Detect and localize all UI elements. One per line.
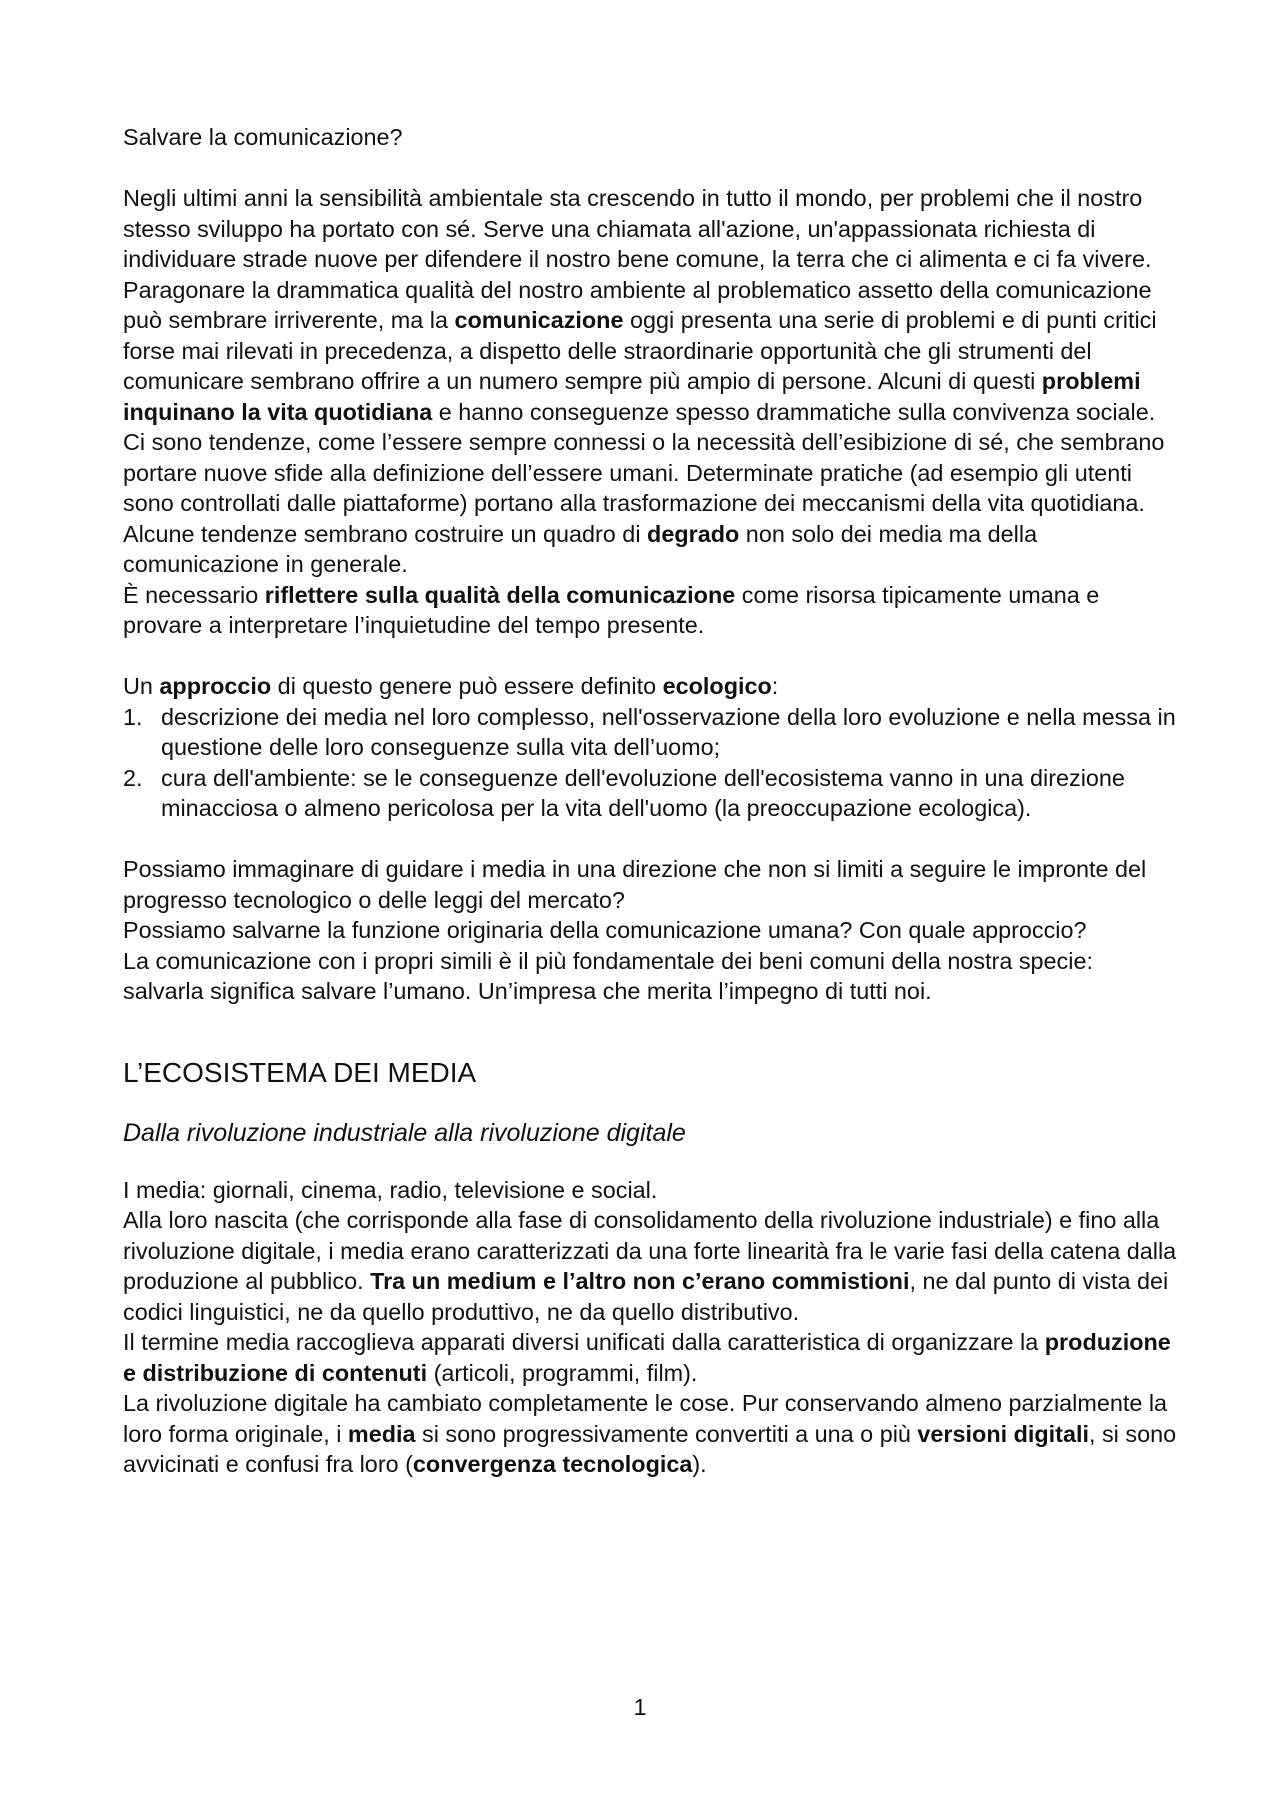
- text-run: e hanno conseguenze spesso drammatiche sulla convivenza sociale.: [432, 398, 1156, 425]
- questions-paragraph-2: Possiamo salvarne la funzione originaria della comunicazione umana? Con quale approccio?: [123, 917, 1087, 943]
- text-run: , si sono avvicinati e confusi fra loro (: [123, 1420, 1177, 1477]
- spacer: [123, 1091, 1178, 1117]
- intro-paragraph-1: Negli ultimi anni la sensibilità ambientale sta crescendo in tutto il mondo, per problemi che il nostro stesso sviluppo ha portato con sé. Serve una chiamata all'azione, un'appassionata richiesta di individuare strade nuove per difendere il nostro bene comune, la terra che ci alimenta e ci fa vivere.: [123, 185, 1152, 272]
- bold-run: problemi inquinano la vita quotidiana: [123, 368, 1141, 425]
- questions-paragraph-1: Possiamo immaginare di guidare i media in una direzione che non si limiti a seguire le impronte del progresso tecnologico o delle leggi del mercato?: [123, 856, 1147, 913]
- text-run: Un: [123, 673, 160, 699]
- list-number: 1.: [123, 703, 143, 730]
- bold-run: Tra un medium e l’altro non c’erano commistioni: [370, 1268, 910, 1294]
- list-item-text: descrizione dei media nel loro complesso, nell'osservazione della loro evoluzione e nella messa in questione delle loro conseguenze sulla vita dell’uomo;: [161, 703, 1176, 760]
- list-item-text: cura dell'ambiente: se le conseguenze dell'evoluzione dell'ecosistema vanno in una direzione minacciosa o almeno pericolosa per la vita dell'uomo (la preoccupazione ecologica).: [161, 764, 1125, 821]
- section-heading: L’ECOSISTEMA DEI MEDIA: [123, 1056, 477, 1088]
- text-run: Paragonare la drammatica qualità del nostro ambiente al problematico assetto della comunicazione può sembrare irriverente, ma la: [123, 276, 1152, 333]
- intro-paragraph-4: [123, 580, 1178, 641]
- text-run: si sono progressivamente convertiti a una o più: [415, 1420, 918, 1447]
- bold-run: riflettere sulla qualità della comunicazione: [264, 581, 736, 608]
- section-subheading: Dalla rivoluzione industriale alla rivoluzione digitale: [123, 1118, 686, 1147]
- text-run: La rivoluzione digitale ha cambiato completamente le cose. Pur conservando almeno parzialmente la loro forma originale, i: [123, 1390, 1168, 1447]
- page-number: 1: [633, 1694, 647, 1720]
- text-run: Ci sono tendenze, come l’essere sempre connessi o la necessità dell’esibizione di sé, che sembrano portare nuove sfide alla definizione dell’essere umani. Determinate pratiche (ad esempio gli utenti sono controllati dalle piattaforme) portano alla trasformazione dei meccanismi della vita quotidiana. Alcune tendenze sembrano costruire un quadro di: [123, 429, 1165, 547]
- spacer: [123, 1149, 1178, 1175]
- bold-run: media: [347, 1420, 416, 1447]
- approach-list: [123, 702, 1178, 824]
- document-page: [123, 122, 1178, 1480]
- bold-run: comunicazione: [454, 307, 624, 333]
- text-run: ).: [692, 1451, 707, 1477]
- bold-run: ecologico: [662, 673, 772, 699]
- text-run: Il termine media raccoglieva apparati diversi unificati dalla caratteristica di organizzare la: [123, 1329, 1045, 1355]
- spacer: [123, 1007, 1178, 1055]
- text-run: È necessario: [123, 581, 265, 608]
- intro-paragraph-3: [123, 427, 1178, 580]
- spacer: [123, 824, 1178, 855]
- bold-run: produzione e distribuzione di contenuti: [123, 1329, 1171, 1386]
- text-run: (articoli, programmi, film).: [427, 1359, 698, 1386]
- approach-paragraph: [123, 671, 1178, 702]
- text-run: Alla loro nascita (che corrisponde alla fase di consolidamento della rivoluzione industriale) e fino alla rivoluzione digitale, i media erano caratterizzati da una forte linearità fra le varie fasi della catena dalla produzione al pubblico.: [123, 1207, 1177, 1294]
- bold-run: convergenza tecnologica: [412, 1451, 693, 1477]
- text-run: non solo dei media ma della comunicazione in generale.: [123, 520, 1038, 577]
- list-item: [123, 702, 1178, 763]
- text-run: , ne dal punto di vista dei codici linguistici, ne da quello produttivo, ne da quello distributivo.: [123, 1268, 1169, 1325]
- text-run: come risorsa tipicamente umana e provare a interpretare l’inquietudine del tempo presente.: [123, 581, 1100, 638]
- intro-paragraph-2: [123, 275, 1178, 428]
- document-title: Salvare la comunicazione?: [123, 124, 403, 150]
- section-paragraph-4: [123, 1388, 1178, 1480]
- section-paragraph-1: I media: giornali, cinema, radio, televisione e social.: [123, 1176, 658, 1203]
- list-item: [123, 763, 1178, 824]
- section-paragraph-2: [123, 1205, 1178, 1327]
- section-paragraph-3: [123, 1327, 1178, 1388]
- questions-paragraph-3: La comunicazione con i propri simili è il più fondamentale dei beni comuni della nostra specie: salvarla significa salvare l’umano. Un’impresa che merita l’impegno di tutti noi.: [123, 947, 1093, 1004]
- bold-run: versioni digitali: [917, 1420, 1089, 1447]
- text-run: :: [771, 673, 779, 699]
- text-run: di questo genere può essere definito: [271, 673, 663, 699]
- bold-run: approccio: [159, 673, 272, 699]
- text-run: oggi presenta una serie di problemi e di punti critici forse mai rilevati in precedenza, a dispetto delle straordinarie opportunità che gli strumenti del comunicare sembrano offrire a un numero sempre più ampio di persone. Alcuni di questi: [123, 307, 1157, 394]
- spacer: [123, 641, 1178, 672]
- list-number: 2.: [123, 764, 143, 791]
- bold-run: degrado: [647, 520, 740, 547]
- spacer: [123, 153, 1178, 184]
